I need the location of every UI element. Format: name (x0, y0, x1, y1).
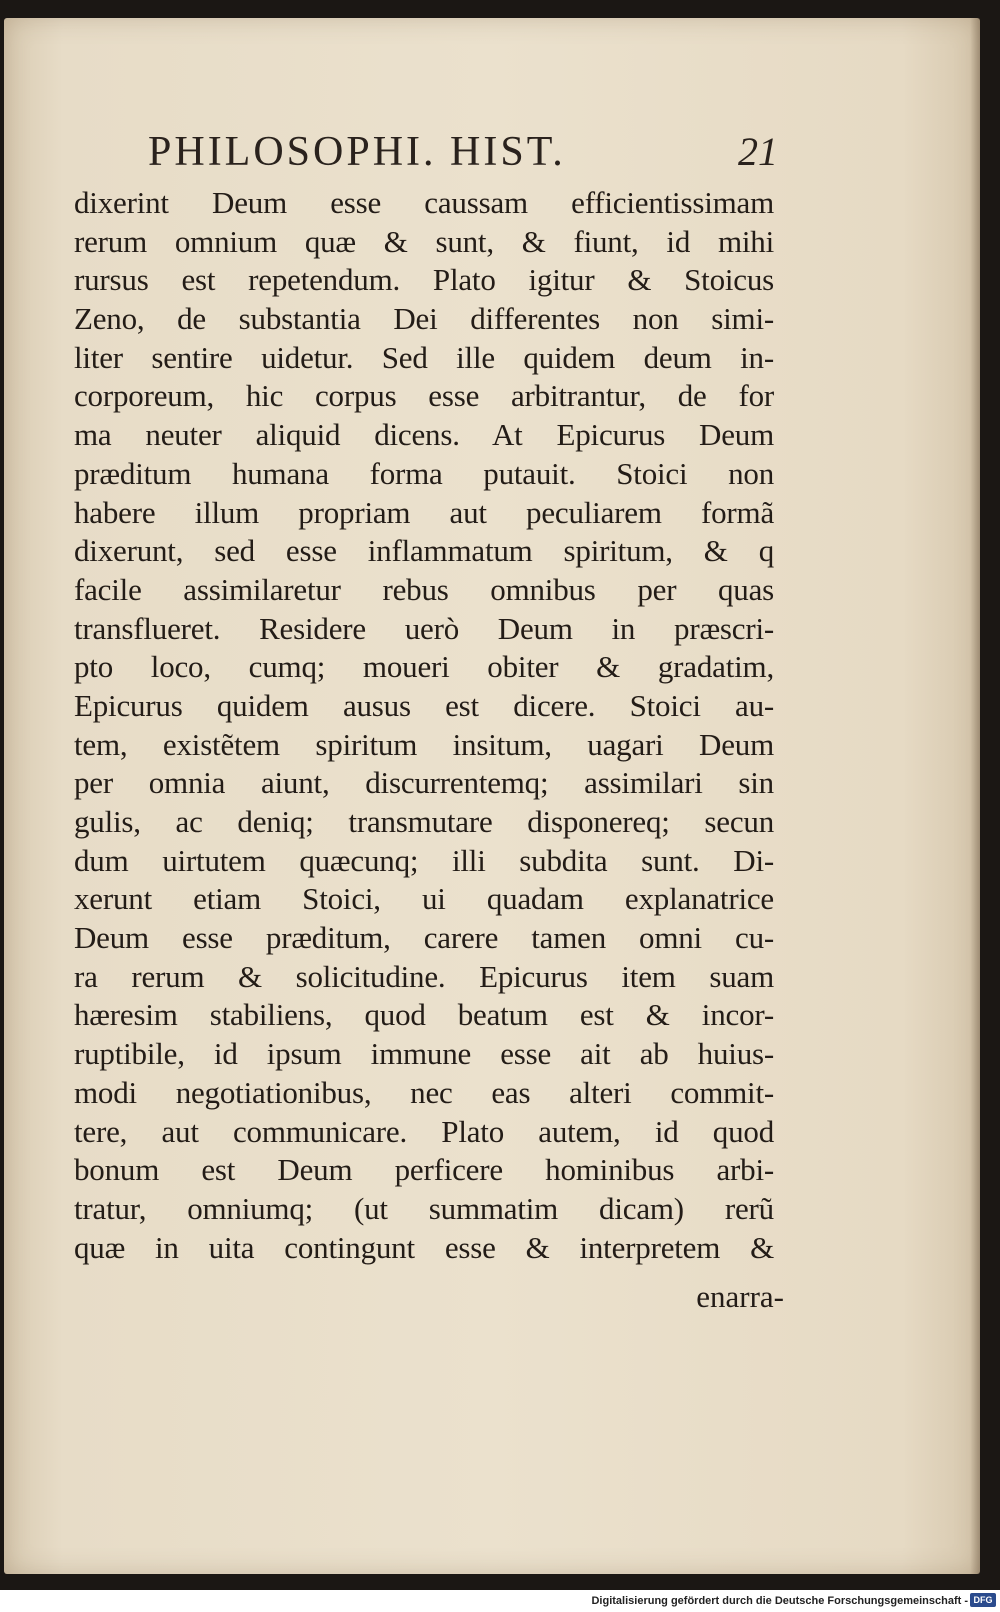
running-head: PHILOSOPHI. HIST. (148, 129, 566, 175)
catchword: enarra- (696, 1279, 784, 1314)
text-line: Zeno, de substantia Dei differentes non simi- (74, 301, 774, 337)
page-edge-shadow (970, 18, 980, 1574)
text-line: tratur, omniumq; (ut summatim dicam) rerũ (74, 1190, 774, 1226)
text-line: rerum omnium quæ & sunt, & fiunt, id mihi (74, 223, 774, 259)
text-line: quæ in uita contingunt esse & interpretem & (74, 1229, 774, 1265)
text-line: Deum esse præditum, carere tamen omni cu- (74, 920, 774, 956)
dfg-logo-icon: DFG (970, 1593, 996, 1607)
text-line: hæresim stabiliens, quod beatum est & incor- (74, 997, 774, 1033)
text-line: pto loco, cumq; moueri obiter & gradatim, (74, 649, 774, 685)
text-line: dixerint Deum esse caussam efficientissimam (74, 185, 774, 220)
digitization-footer (0, 1590, 1000, 1612)
text-line: modi negotiationibus, nec eas alteri commit- (74, 1074, 774, 1110)
text-line: xerunt etiam Stoici, ui quadam explanatrice (74, 881, 774, 917)
text-line: ruptibile, id ipsum immune esse ait ab huius- (74, 1036, 774, 1072)
body-text (74, 184, 774, 1267)
text-line: præditum humana forma putauit. Stoici non (74, 455, 774, 491)
text-line: per omnia aiunt, discurrentemq; assimilari sin (74, 765, 774, 801)
text-line: tem, existẽtem spiritum insitum, uagari Deum (74, 726, 774, 762)
text-line: ra rerum & solicitudine. Epicurus item suam (74, 958, 774, 994)
text-line: habere illum propriam aut peculiarem formã (74, 494, 774, 530)
page-header (148, 124, 778, 180)
text-line: tere, aut communicare. Plato autem, id quod (74, 1113, 774, 1149)
text-line: bonum est Deum perficere hominibus arbi- (74, 1152, 774, 1188)
text-line: gulis, ac deniq; transmutare disponereq; secun (74, 804, 774, 839)
text-line: facile assimilaretur rebus omnibus per quas (74, 571, 774, 607)
text-line: Epicurus quidem ausus est dicere. Stoici au- (74, 687, 774, 723)
text-line: rursus est repetendum. Plato igitur & Stoicus (74, 262, 774, 298)
text-line: liter sentire uidetur. Sed ille quidem deum in- (74, 339, 774, 375)
text-line: dixerunt, sed esse inflammatum spiritum, & q (74, 533, 774, 569)
text-line: corporeum, hic corpus esse arbitrantur, de for (74, 378, 774, 414)
text-line: ma neuter aliquid dicens. At Epicurus Deum (74, 417, 774, 453)
text-line: dum uirtutem quæcunq; illi subdita sunt. Di- (74, 842, 774, 878)
page-number: 21 (738, 129, 778, 174)
text-line: transflueret. Residere uerò Deum in præscri- (74, 610, 774, 646)
funding-credit: Digitalisierung gefördert durch die Deutsche Forschungsgemeinschaft - (591, 1595, 968, 1607)
